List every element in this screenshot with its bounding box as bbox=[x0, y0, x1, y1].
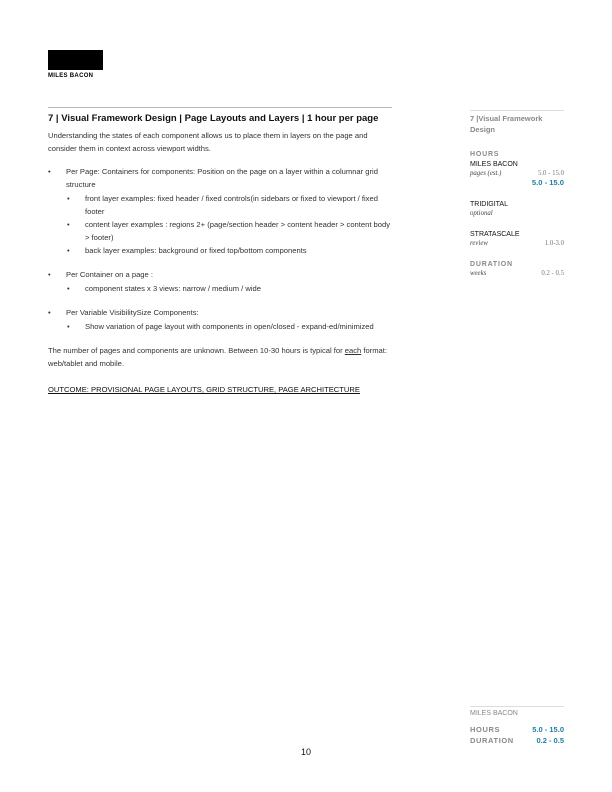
bullet-text: Per Page: Containers for components: Position on the page on a layer within a columnar grid structure bbox=[66, 167, 378, 189]
company-name: TRIDIGITAL bbox=[470, 201, 508, 208]
bullet-text: Per Container on a page : bbox=[66, 270, 153, 279]
sub-bullet-text: Show variation of page layout with components in open/closed - expand-ed/minimized bbox=[85, 322, 374, 331]
sub-bullet-item bbox=[48, 320, 392, 333]
estimate-row bbox=[470, 210, 564, 217]
sub-bullet-list bbox=[48, 282, 392, 295]
estimate-sub: pages (est.) bbox=[470, 170, 502, 177]
summary-hours-value: 5.0 - 15.0 bbox=[532, 725, 564, 734]
outcome-statement: OUTCOME: PROVISIONAL PAGE LAYOUTS, GRID STRUCTURE, PAGE ARCHITECTURE bbox=[48, 385, 360, 394]
summary-company: MILES BACON bbox=[470, 710, 518, 717]
estimate-row bbox=[470, 240, 564, 247]
estimate-highlight: 5.0 - 15.0 bbox=[531, 178, 564, 187]
company-name: STRATASCALE bbox=[470, 231, 520, 238]
summary-rule bbox=[470, 706, 564, 707]
closing-underlined: each bbox=[344, 346, 362, 355]
closing-text-end: format: web/tablet and mobile. bbox=[48, 346, 387, 368]
estimate-row bbox=[470, 170, 564, 177]
duration-label: DURATION bbox=[470, 261, 513, 268]
bullet-icon: • bbox=[67, 284, 70, 293]
sidebar-rule bbox=[470, 110, 564, 111]
hours-label: HOURS bbox=[470, 151, 500, 158]
summary-duration-row bbox=[470, 736, 564, 745]
estimate-sub: optional bbox=[470, 210, 493, 217]
bullet-text: Per Variable VisibilitySize Components: bbox=[66, 308, 199, 317]
bullet-icon: • bbox=[67, 246, 70, 255]
summary-duration-value: 0.2 - 0.5 bbox=[536, 736, 564, 745]
sub-bullet-item bbox=[48, 218, 392, 244]
estimate-sub: review bbox=[470, 240, 488, 247]
logo-mark bbox=[48, 50, 103, 70]
logo-text: MILES BACON bbox=[48, 73, 94, 79]
bullet-group bbox=[48, 306, 392, 333]
page-number: 10 bbox=[300, 747, 311, 757]
closing-paragraph bbox=[48, 344, 392, 370]
intro-paragraph: Understanding the states of each component allows us to place them in layers on the page and consider them in context across viewport widths. bbox=[48, 131, 368, 153]
section-title: 7 | Visual Framework Design | Page Layouts and Layers | 1 hour per page bbox=[48, 113, 379, 124]
sub-bullet-text: component states x 3 views: narrow / medium / wide bbox=[85, 284, 261, 293]
sub-bullet-text: front layer examples: fixed header / fixed controls(in sidebars or fixed to viewport / fixed footer bbox=[85, 194, 378, 216]
bullet-icon: • bbox=[67, 194, 70, 203]
bullet-icon: • bbox=[48, 167, 51, 176]
summary-hours-row bbox=[470, 725, 564, 734]
estimate-range: 1.0-3.0 bbox=[544, 240, 564, 247]
duration-sub: weeks bbox=[470, 270, 487, 277]
bullet-item bbox=[48, 165, 392, 191]
summary-duration-label: DURATION bbox=[470, 736, 514, 745]
sub-bullet-item bbox=[48, 192, 392, 218]
bullet-icon: • bbox=[67, 322, 70, 331]
estimate-sidebar bbox=[470, 110, 564, 277]
sub-bullet-text: back layer examples: background or fixed top/bottom components bbox=[85, 246, 307, 255]
bullet-group bbox=[48, 165, 392, 257]
summary-hours-label: HOURS bbox=[470, 725, 501, 734]
sub-bullet-list bbox=[48, 320, 392, 333]
sidebar-title: 7 |Visual Framework Design bbox=[470, 114, 543, 134]
sub-bullet-text: content layer examples : regions 2+ (page/section header > content header > content body > footer) bbox=[85, 220, 391, 242]
main-content bbox=[48, 107, 392, 396]
sub-bullet-item bbox=[48, 244, 392, 257]
estimate-range: 5.0 - 15.0 bbox=[537, 170, 564, 177]
title-rule bbox=[48, 107, 392, 108]
bullet-icon: • bbox=[48, 270, 51, 279]
bullet-item bbox=[48, 268, 392, 281]
company-name: MILES BACON bbox=[470, 161, 518, 168]
duration-range: 0.2 - 0.5 bbox=[541, 270, 564, 277]
bullet-icon: • bbox=[48, 308, 51, 317]
summary-box bbox=[470, 706, 564, 745]
sub-bullet-list bbox=[48, 192, 392, 257]
sub-bullet-item bbox=[48, 282, 392, 295]
bullet-item bbox=[48, 306, 392, 319]
bullet-list bbox=[48, 165, 392, 333]
duration-row bbox=[470, 270, 564, 277]
closing-text: The number of pages and components are unknown. Between 10-30 hours is typical for bbox=[48, 346, 345, 355]
bullet-icon: • bbox=[67, 220, 70, 229]
bullet-group bbox=[48, 268, 392, 295]
